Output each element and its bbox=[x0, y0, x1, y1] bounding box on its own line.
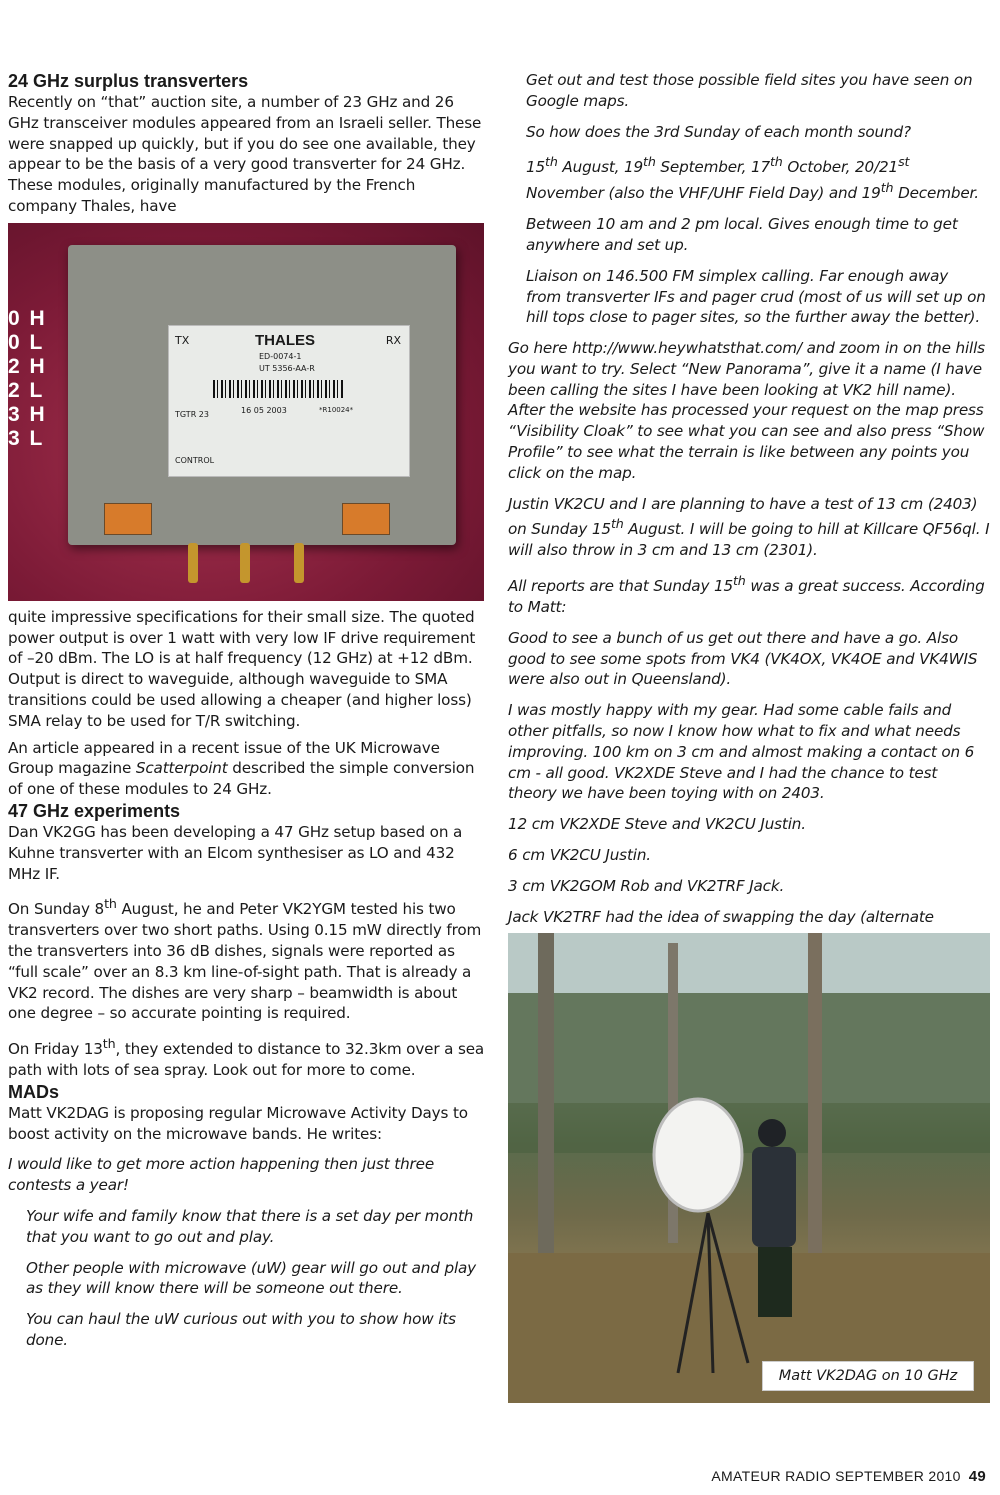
quote-15: 12 cm VK2XDE Steve and VK2CU Justin. bbox=[508, 815, 806, 834]
module-label bbox=[168, 325, 410, 477]
para-12-a: All reports are that Sunday 15 bbox=[508, 577, 733, 596]
para-24ghz-1: Recently on “that” auction site, a number of 23 GHz and 26 GHz transceiver modules appeared from an Israeli seller. These were snapped up quickly, but if you do see one available, they appear to be the basis of a very good transverter for 24 GHz. These modules, originally manufactured by the French company Thales, have bbox=[8, 93, 482, 215]
page-number: 49 bbox=[968, 1468, 986, 1485]
quote-11-b: August. I will be going to hill at Killcare QF56ql. I will also throw in 3 cm and 13 cm (2301). bbox=[508, 520, 990, 560]
quote-17: 3 cm VK2GOM Rob and VK2TRF Jack. bbox=[508, 876, 785, 895]
ordinal-sup: st bbox=[898, 154, 910, 170]
quote-11 bbox=[508, 494, 990, 561]
label-brand: THALES bbox=[255, 331, 315, 349]
label-control: CONTROL bbox=[175, 455, 215, 465]
bush-canopy bbox=[508, 993, 990, 1153]
para-47ghz-2-a: On Sunday 8 bbox=[8, 900, 105, 919]
ordinal-sup: th bbox=[545, 154, 558, 170]
heading-24ghz: 24 GHz surplus transverters bbox=[8, 71, 249, 91]
sma-connector bbox=[188, 543, 198, 583]
para-47ghz-3-a: On Friday 13 bbox=[8, 1040, 103, 1059]
para-24ghz-3 bbox=[8, 738, 486, 800]
para-mads-1: Matt VK2DAG is proposing regular Microwave Activity Days to boost activity on the microwave bands. He writes: bbox=[8, 1103, 468, 1143]
para-47ghz-3 bbox=[8, 1034, 486, 1081]
ordinal-sup: th bbox=[880, 180, 894, 196]
sma-connector bbox=[294, 543, 304, 583]
date-part: September, 17 bbox=[655, 158, 770, 177]
person-head bbox=[758, 1119, 786, 1147]
side-mark-3l: 3 L bbox=[8, 426, 45, 450]
ordinal-sup: th bbox=[610, 516, 624, 532]
person-body bbox=[752, 1147, 796, 1247]
field-site-photo bbox=[508, 933, 990, 1403]
ordinal-sup: th bbox=[104, 896, 117, 912]
heading-mads: MADs bbox=[8, 1081, 60, 1102]
field-scene bbox=[508, 933, 990, 1403]
side-marking bbox=[8, 307, 64, 451]
heading-47ghz: 47 GHz experiments bbox=[8, 800, 181, 821]
side-mark-2l: 2 L bbox=[8, 378, 45, 402]
side-mark-0h: 0 H bbox=[8, 306, 47, 330]
quote-8: Between 10 am and 2 pm local. Gives enough time to get anywhere and set up. bbox=[526, 215, 958, 254]
para-24ghz-2: quite impressive specifications for their small size. The quoted power output is over 1 watt with very low IF drive requirement of –20 dBm. The LO is at half frequency (12 GHz) at +12 dBm. Output is direct to waveguide, although waveguide to SMA transitions could be used allowing a cheaper (and higher loss) SMA relay to be used for T/R switching. bbox=[8, 607, 476, 730]
person-legs bbox=[758, 1247, 792, 1317]
quote-10: Go here http://www.heywhatsthat.com/ and zoom in on the hills you want to try. Select “New Panorama”, give it a name (I have been calling the sites I have been looking at VK2 hill name). After the website has processed your request on the map press “Visibility Cloak” to see what you can see and also press “Show Profile” to see what the terrain is like between any points you click on the map. bbox=[508, 339, 985, 482]
para-12-b: was a great success. According to Matt: bbox=[508, 577, 985, 616]
label-date: 16 05 2003 bbox=[241, 405, 287, 415]
para-24ghz-3-a: An article appeared in a recent issue of the UK Microwave Group magazine bbox=[8, 738, 440, 778]
tree-trunk bbox=[808, 933, 822, 1263]
para-12 bbox=[508, 571, 990, 618]
quote-18: Jack VK2TRF had the idea of swapping the day (alternate bbox=[508, 907, 934, 926]
date-part: October, 20/21 bbox=[782, 158, 899, 177]
thales-module-photo bbox=[8, 223, 484, 601]
barcode bbox=[213, 380, 343, 398]
left-pad bbox=[104, 503, 152, 535]
para-47ghz-2 bbox=[8, 894, 486, 1024]
quote-14: I was mostly happy with my gear. Had some cable fails and other pitfalls, so now I know how what to fix and what needs improving. 100 km on 3 cm and almost making a contact on 6 cm - all good. VK2XDE Steve and I had the chance to test theory we have been toying with on 2403. bbox=[508, 701, 975, 803]
quote-mads-2: Your wife and family know that there is a set day per month that you want to go out and play. bbox=[26, 1207, 474, 1246]
quote-16: 6 cm VK2CU Justin. bbox=[508, 845, 651, 864]
magazine-name: AMATEUR RADIO SEPTEMBER 2010 bbox=[711, 1468, 961, 1484]
quote-mads-1: I would like to get more action happening then just three contests a year! bbox=[8, 1155, 435, 1195]
quote-mads-4: You can haul the uW curious out with you to show how its done. bbox=[26, 1310, 456, 1350]
right-pad bbox=[342, 503, 390, 535]
page-footer bbox=[711, 1468, 986, 1485]
photo-caption: Matt VK2DAG on 10 GHz bbox=[762, 1361, 974, 1391]
para-24ghz-3-b: described the simple conversion of one of these modules to 24 GHz. bbox=[8, 759, 475, 799]
left-column bbox=[8, 70, 486, 1351]
para-47ghz-1: Dan VK2GG has been developing a 47 GHz setup based on a Kuhne transverter with an Elcom synthesiser as LO and 432 MHz IF. bbox=[8, 822, 463, 883]
label-serial: *R10024* bbox=[319, 405, 354, 414]
ordinal-sup: th bbox=[769, 154, 783, 170]
date-part: August, 19 bbox=[557, 158, 644, 177]
date-part: 15 bbox=[526, 158, 546, 177]
date-part: November (also the VHF/UHF Field Day) and 19 bbox=[526, 184, 881, 203]
side-mark-2h: 2 H bbox=[8, 354, 47, 378]
quote-13: Good to see a bunch of us get out there and have a go. Also good to see some spots from VK4 (VK4OX, VK4OE and VK4WIS were also out in Queensland). bbox=[508, 628, 978, 689]
label-tx: TX bbox=[175, 333, 190, 347]
quote-6: So how does the 3rd Sunday of each month sound? bbox=[526, 122, 911, 141]
ordinal-sup: th bbox=[733, 573, 746, 589]
label-part2: UT 5356-AA-R bbox=[259, 363, 315, 373]
label-rx: RX bbox=[385, 333, 401, 347]
quote-11-a: Justin VK2CU and I are planning to have a test of 13 cm (2403) on Sunday 15 bbox=[508, 494, 978, 539]
side-mark-3h: 3 H bbox=[8, 402, 47, 426]
transceiver-module bbox=[68, 245, 456, 545]
quote-5: Get out and test those possible field sites you have seen on Google maps. bbox=[526, 71, 973, 110]
right-column bbox=[508, 70, 990, 1409]
ordinal-sup: th bbox=[643, 154, 656, 170]
para-47ghz-2-b: August, he and Peter VK2YGM tested his two transverters over two short paths. Using 0.15 mW directly from the transverters into 36 dB dishes, signals were reported as “full scale” over an 8.3 km line-of-sight path. That is already a VK2 record. The dishes are very sharp – beamwidth is about one degree – so accurate pointing is required. bbox=[8, 900, 482, 1023]
quote-7-dates bbox=[526, 152, 986, 204]
label-part1: ED-0074-1 bbox=[259, 351, 302, 361]
sma-connector bbox=[240, 543, 250, 583]
para-47ghz-3-b: , they extended to distance to 32.3km over a sea path with lots of sea spray. Look out for more to come. bbox=[8, 1040, 485, 1080]
side-mark-0l: 0 L bbox=[8, 330, 45, 354]
dish-antenna bbox=[654, 1099, 742, 1211]
ordinal-sup: th bbox=[102, 1036, 116, 1052]
quote-mads-3: Other people with microwave (uW) gear will go out and play as they will know there will be someone out there. bbox=[26, 1258, 477, 1298]
label-model: TGTR 23 bbox=[175, 409, 209, 419]
date-part: December. bbox=[893, 184, 979, 203]
scatterpoint-title: Scatterpoint bbox=[135, 759, 228, 778]
quote-9: Liaison on 146.500 FM simplex calling. Far enough away from transverter IFs and pager crud (most of us will set up on hill tops close to pager sites, so the further away the better). bbox=[526, 266, 986, 327]
